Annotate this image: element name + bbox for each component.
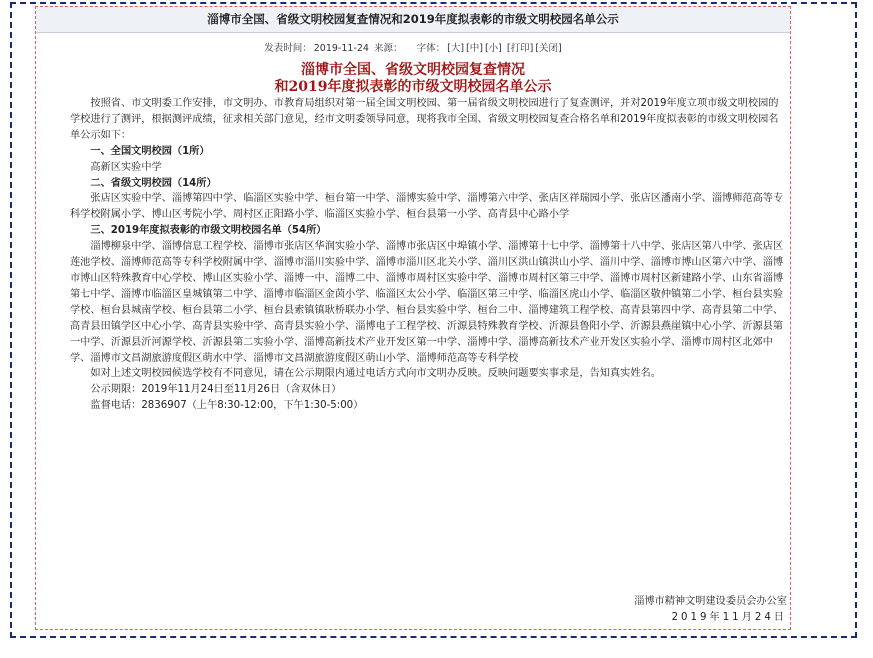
- section-provincial-list: 张店区实验中学、淄博第四中学、临淄区实验中学、桓台第一中学、淄博实验中学、淄博第六中学、张店区祥瑞园小学、张店区潘南小学、淄博师范高等专科学校附属小学、博山区考院小学、周村区正阳路小学、临淄区实验小学、桓台县第一小学、高青县中心路小学: [70, 193, 784, 221]
- section-municipal-title: 三、2019年度拟表彰的市级文明校园名单（54所）: [90, 225, 327, 237]
- intro-paragraph: 按照省、市文明委工作安排，市文明办、市教育局组织对第一届全国文明校园、第一届省级文明校园进行了复查测评，并对2019年度立项市级文明校园的学校进行了测评，根据测评成绩，征求相关部门意见，经市文明委领导同意，现将我市全国、省级文明校园复查合格名单和2019年度拟表彰的市级文明校园名单公示如下：: [70, 98, 779, 141]
- published-label: 发表时间：: [264, 43, 312, 54]
- supervision-phone: 监督电话：2836907（上午8:30-12:00，下午1:30-5:00）: [90, 400, 364, 412]
- section-municipal-list: 淄博柳泉中学、淄博信息工程学校、淄博市张店区华润实验小学、淄博市张店区中埠镇小学、淄博第十七中学、淄博第十八中学、张店区第八中学、张店区莲池学校、淄博师范高等专科学校附属中学、淄博市淄川实验中学、淄博市淄川区北关小学、淄川区洪山镇洪山小学、淄川中学、淄博市博山区第六中学、淄博市博山区特殊教育中心学校、博山区实验小学、淄博一中、淄博二中、淄博市周村区实验中学、淄博市周村区第三中学、淄博市周村区新建路小学、山东省淄博第七中学、淄博市临淄区皇城镇第二中学、淄博市临淄区金茵小学、临淄区太公小学、临淄区第三中学、临淄区虎山小学、临淄区敬仲镇第二小学、桓台县实验学校、桓台县城南学校、桓台县第二小学、桓台县索镇镇耿桥联办小学、桓台县实验中学、桓台二中、淄博建筑工程学校、高青县第四中学、高青县第二中学、高青县田镇学区中心小学、高青县实验中学、高青县实验小学、淄博电子工程学校、沂源县特殊教育学校、沂源县鲁阳小学、沂源县燕崖镇中心小学、沂源县第一中学、沂源县沂河源学校、沂源县第二实验小学、淄博高新技术产业开发区第一中学、淄博中学、淄博高新技术产业开发区实验小学、淄博市周村区北郊中学、淄博市文昌湖旅游度假区萌水中学、淄博市文昌湖旅游度假区萌山小学、淄博师范高等专科学校: [70, 241, 784, 364]
- article-headline: [36, 62, 790, 96]
- published-date: 2019-11-24: [313, 43, 369, 54]
- signature-org: 淄博市精神文明建设委员会办公室: [634, 596, 787, 607]
- section-provincial-title: 二、省级文明校园（14所）: [90, 177, 217, 189]
- font-small-link[interactable]: [小]: [484, 43, 502, 54]
- signature-block: [634, 594, 787, 626]
- source-label: 来源：: [374, 43, 403, 54]
- section-national-title: 一、全国文明校园（1所）: [90, 145, 210, 157]
- article-meta: [36, 40, 790, 54]
- feedback-paragraph: 如对上述文明校园候选学校有不同意见，请在公示期限内通过电话方式向市文明办反映。反映问题要实事求是，告知真实姓名。: [90, 368, 661, 380]
- section-national-list: 高新区实验中学: [90, 161, 162, 173]
- headline-line-1: 淄博市全国、省级文明校园复查情况: [301, 62, 525, 78]
- font-medium-link[interactable]: [中]: [466, 43, 483, 54]
- print-link[interactable]: [打印]: [506, 43, 534, 54]
- notice-period: 公示期限：2019年11月24日至11月26日（含双休日）: [90, 384, 342, 396]
- font-size-label: 字体：: [416, 43, 446, 54]
- article-title-bar: 淄博市全国、省级文明校园复查情况和2019年度拟表彰的市级文明校园名单公示: [36, 7, 790, 33]
- font-large-link[interactable]: [大]: [447, 43, 465, 54]
- signature-date: 2019年11月24日: [671, 612, 787, 623]
- close-link[interactable]: [关闭]: [535, 43, 562, 54]
- article-body: [70, 96, 786, 414]
- headline-line-2: 和2019年度拟表彰的市级文明校园名单公示: [274, 79, 552, 95]
